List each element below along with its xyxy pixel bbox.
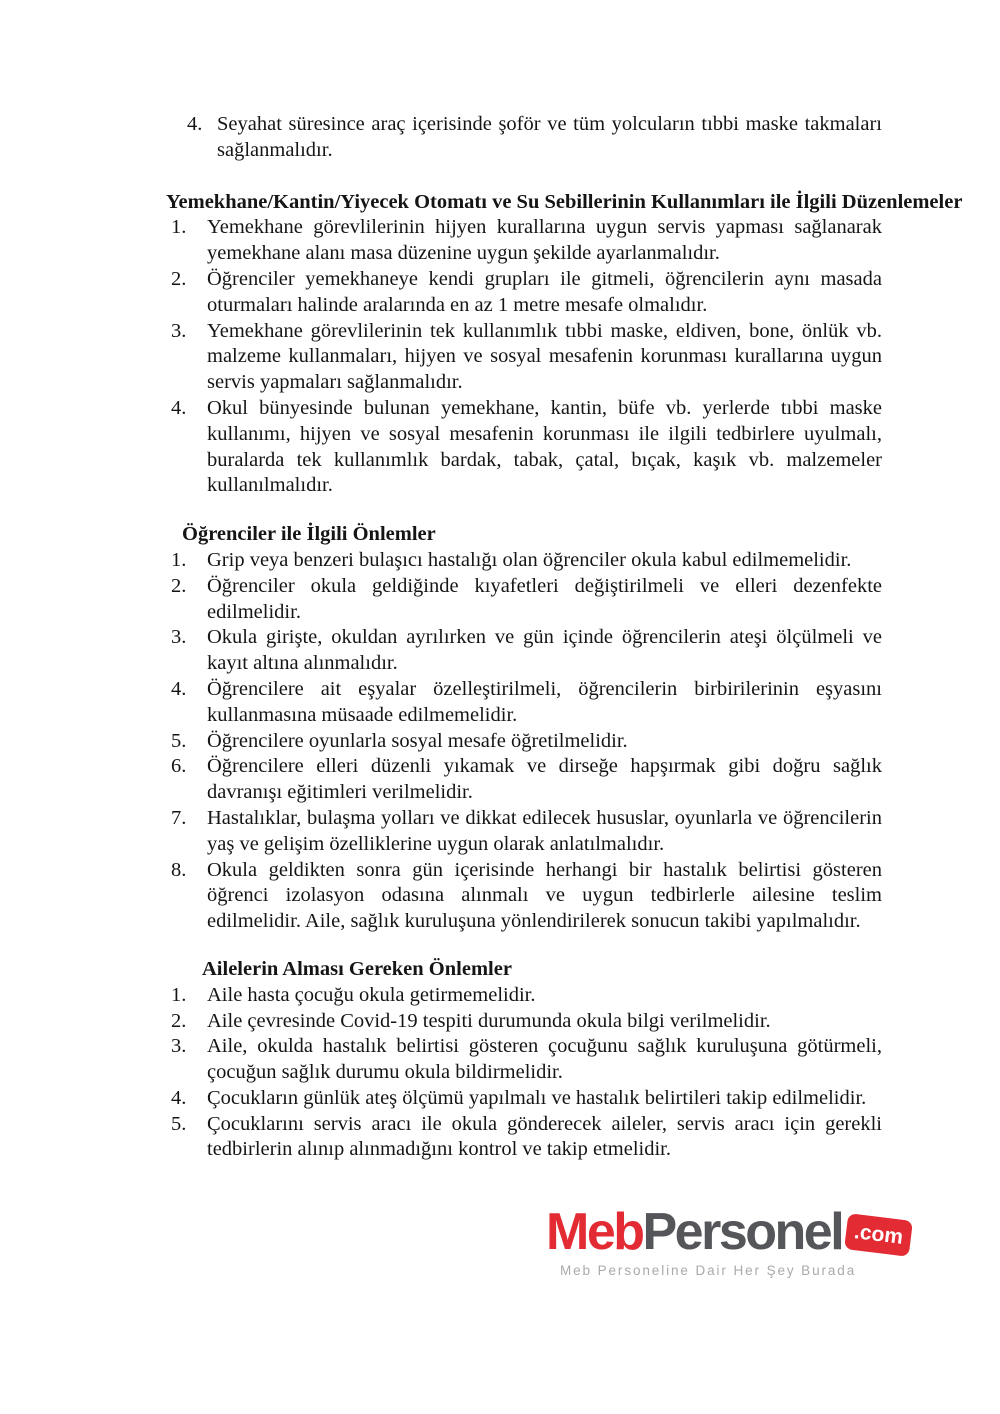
list-item <box>171 396 882 499</box>
list-item <box>171 1034 882 1086</box>
numbered-list <box>166 215 882 499</box>
list-item-number: 2. <box>171 1009 187 1032</box>
list-item-number: 8. <box>171 858 187 881</box>
list-item-number: 3. <box>171 319 187 342</box>
list-item <box>171 574 882 626</box>
list-item-number: 2. <box>171 574 187 597</box>
list-item-number: 1. <box>171 548 187 571</box>
list-item-text: Yemekhane görevlilerinin tek kullanımlık tıbbi maske, eldiven, bone, önlük vb. malzeme kullanmaları, hijyen ve sosyal mesafenin korunması kurallarına uygun servis yapmaları sağlanmalıdır. <box>207 319 882 394</box>
list-item-text: Öğrenciler yemekhaneye kendi grupları ile gitmeli, öğrencilerin aynı masada oturmaları halinde aralarında en az 1 metre mesafe olmalıdır. <box>207 267 882 316</box>
list-item-number: 4. <box>171 1086 187 1109</box>
document-body <box>166 0 963 1163</box>
dot-com-badge: .com <box>844 1213 913 1257</box>
list-item-number: 5. <box>171 1112 187 1135</box>
list-item-text: Okula geldikten sonra gün içerisinde herhangi bir hastalık belirtisi gösteren öğrenci izolasyon odasına alınmalı ve uygun tedbirlerle ailesine teslim edilmelidir. Aile, sağlık kuruluşuna yönlendirilerek sonucun takibi yapılmalıdır. <box>207 858 882 933</box>
list-item-text: Aile çevresinde Covid-19 tespiti durumunda okula bilgi verilmelidir. <box>207 1009 771 1032</box>
list-item-number: 3. <box>171 1035 187 1058</box>
mebpersonel-logo <box>546 1203 911 1278</box>
list-item <box>187 112 882 164</box>
list-item-text: Öğrencilere ait eşyalar özelleştirilmeli, öğrencilerin birbirilerinin eşyasını kullanmasına müsaade edilmemelidir. <box>207 677 882 726</box>
list-item <box>171 858 882 935</box>
list-item-text: Çocuklarını servis aracı ile okula gönderecek aileler, servis aracı için gerekli tedbirlerin alınıp alınmadığını kontrol ve takip etmelidir. <box>207 1112 882 1161</box>
logo-wordmark <box>546 1203 911 1261</box>
list-item-number: 3. <box>171 626 187 649</box>
list-item-number: 5. <box>171 729 187 752</box>
logo-text-meb: Meb <box>546 1203 643 1261</box>
list-item-number: 4. <box>171 677 187 700</box>
list-item <box>171 625 882 677</box>
section-heading: Ailelerin Alması Gereken Önlemler <box>202 957 512 980</box>
section-ogrenciler-onlemler <box>166 522 882 935</box>
list-item <box>171 1086 882 1112</box>
list-item <box>171 215 882 267</box>
list-item <box>171 1009 882 1035</box>
list-item <box>171 983 882 1009</box>
list-item-number: 4. <box>187 113 203 135</box>
list-item <box>171 319 882 396</box>
numbered-list <box>166 548 882 935</box>
list-item-number: 6. <box>171 755 187 778</box>
list-item-text: Okula girişte, okuldan ayrılırken ve gün içinde öğrencilerin ateşi ölçülmeli ve kayıt altına alınmalıdır. <box>207 626 882 675</box>
list-item-text: Öğrenciler okula geldiğinde kıyafetleri değiştirilmeli ve elleri dezenfekte edilmelidir. <box>207 574 882 623</box>
list-item <box>171 267 882 319</box>
list-item <box>171 548 882 574</box>
list-item <box>171 677 882 729</box>
logo-tagline: Meb Personeline Dair Her Şey Burada <box>560 1263 857 1278</box>
list-item <box>171 729 882 755</box>
section-heading: Yemekhane/Kantin/Yiyecek Otomatı ve Su Sebillerinin Kullanımları ile İlgili Düzenlemeler <box>166 190 963 213</box>
section-aileler-onlemler <box>166 957 882 1163</box>
list-item-number: 1. <box>171 983 187 1006</box>
list-item-text: Aile hasta çocuğu okula getirmemelidir. <box>207 983 536 1006</box>
list-item <box>171 1112 882 1164</box>
list-item <box>171 806 882 858</box>
list-item-number: 4. <box>171 396 187 419</box>
list-item-number: 2. <box>171 267 187 290</box>
section-yemekhane-kantin <box>166 190 963 500</box>
list-item-text: Hastalıklar, bulaşma yolları ve dikkat edilecek hususlar, oyunlarla ve öğrencilerin yaş ve gelişim özelliklerine uygun olarak anlatılmalıdır. <box>207 806 882 855</box>
list-item-text: Aile, okulda hastalık belirtisi gösteren çocuğunu sağlık kuruluşuna götürmeli, çocuğun sağlık durumu okula bildirmelidir. <box>207 1035 882 1084</box>
numbered-list <box>166 983 882 1164</box>
list-item-text: Seyahat süresince araç içerisinde şoför ve tüm yolcuların tıbbi maske takmaları sağlanmalıdır. <box>217 113 882 161</box>
list-item-text: Öğrencilere oyunlarla sosyal mesafe öğretilmelidir. <box>207 729 628 752</box>
list-item-text: Öğrencilere elleri düzenli yıkamak ve dirseğe hapşırmak gibi doğru sağlık davranışı eğitimleri verilmelidir. <box>207 755 882 804</box>
list-item-text: Yemekhane görevlilerinin hijyen kurallarına uygun servis yapması sağlanarak yemekhane alanı masa düzenine uygun şekilde ayarlanmalıdır. <box>207 216 882 265</box>
list-item-number: 7. <box>171 806 187 829</box>
list-item-number: 1. <box>171 216 187 239</box>
list-item <box>171 754 882 806</box>
list-item-text: Çocukların günlük ateş ölçümü yapılmalı ve hastalık belirtileri takip edilmelidir. <box>207 1086 867 1109</box>
section-heading: Öğrenciler ile İlgili Önlemler <box>182 523 436 546</box>
logo-text-personel: Personel <box>642 1203 843 1261</box>
list-item-text: Okul bünyesinde bulunan yemekhane, kantin, büfe vb. yerlerde tıbbi maske kullanımı, hijyen ve sosyal mesafenin korunması ile ilgili tedbirlere uyulmalı, buralarda tek kullanımlık bardak, tabak, çatal, bıçak, kaşık vb. malzemeler kullanılmalıdır. <box>207 396 882 497</box>
list-item-text: Grip veya benzeri bulaşıcı hastalığı olan öğrenciler okula kabul edilmemelidir. <box>207 548 852 571</box>
